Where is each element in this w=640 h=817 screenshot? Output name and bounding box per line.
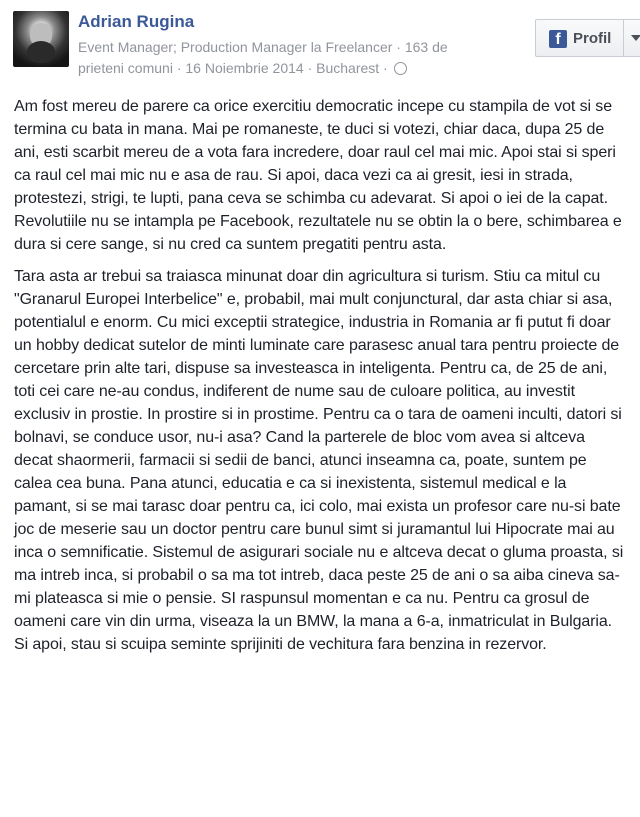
post-meta [78, 37, 493, 79]
post-meta-text: Event Manager; Production Manager la Freelancer · 163 de prieteni comuni · 16 Noiembrie 2014 · Bucharest · [78, 39, 448, 76]
post-paragraph-1: Am fost mereu de parere ca orice exercitiu democratic incepe cu stampila de vot si se termina cu bata in mana. Mai pe romaneste, te duci si votezi, chiar daca, dupa 25 de ani, esti scarbit mereu de a vota fara incredere, doar raul cel mai mic. Apoi stai si speri ca raul cel mai mic nu e asa de rau. Si apoi, daca vezi ca ai gresit, iesi in strada, protestezi, strigi, te lupti, pana ceva se schimba cu adevarat. Si apoi o iei de la capat. Revolutiile nu se intampla pe Facebook, rezultatele nu se obtin la o bere, schimbarea e dura si cere sange, si nu cred ca suntem pregatiti pentru asta. [14, 98, 622, 253]
author-name[interactable]: Adrian Rugina [78, 12, 195, 31]
chevron-down-icon[interactable] [631, 35, 640, 41]
avatar-beard [27, 41, 55, 63]
facebook-icon: f [549, 30, 567, 48]
profile-button-label: Profil [573, 30, 612, 47]
post-header [13, 11, 635, 86]
post-paragraph-2: Tara asta ar trebui sa traiasca minunat doar din agricultura si turism. Stiu ca mitul cu "Granarul Europei Interbelice" e, probabil, mai mult conjunctural, dar asta chiar si asa, potentialul e enorm. Cu mici exceptii strategice, industria in Romania ar fi putut fi doar un hobby dedicat sutelor de minti luminate care parasesc anual tara pentru proiecte de cercetare prin alte tari, dispuse sa investeasca in inteligenta. Pentru ca, de 25 de ani, toti cei care ne-au condus, indiferent de nume sau de culoare politica, au investit exclusiv in prostie. In prostire si in prostime. Pentru ca o tara de oameni inculti, datori si bolnavi, se conduce usor, nu-i asa? Cand la parterele de bloc vom avea si altceva decat shaormerii, farmacii si sedii de banci, atunci inseamna ca, poate, suntem pe calea cea buna. Pana atunci, educatia e ca si inexistenta, sistemul medical e la pamant, si se mai tarasc doar pentru ca, ici colo, mai exista un profesor care nu-si bate joc de meserie sau un doctor pentru care bunul simt si juramantul lui Hipocrate mai au inca o semnificatie. Sistemul de asigurari sociale nu e altceva decat o gluma proasta, si ma intreb inca, si probabil o sa ma tot intreb, daca peste 25 de ani o sa aiba cineva sa-mi plateasca si mie o pensie. SI raspunsul momentan e ca nu. Pentru ca grosul de oameni care vin din urma, viseaza la un BMW, la mana a 6-a, inmatriculat in Bulgaria. Si apoi, stau si scuipa seminte sprijiniti de vechitura fara benzina in rezervor. [14, 268, 624, 653]
globe-icon [394, 62, 407, 75]
post-body [14, 95, 626, 665]
profile-button[interactable] [535, 19, 640, 57]
button-divider [623, 20, 624, 56]
avatar[interactable] [13, 11, 69, 67]
